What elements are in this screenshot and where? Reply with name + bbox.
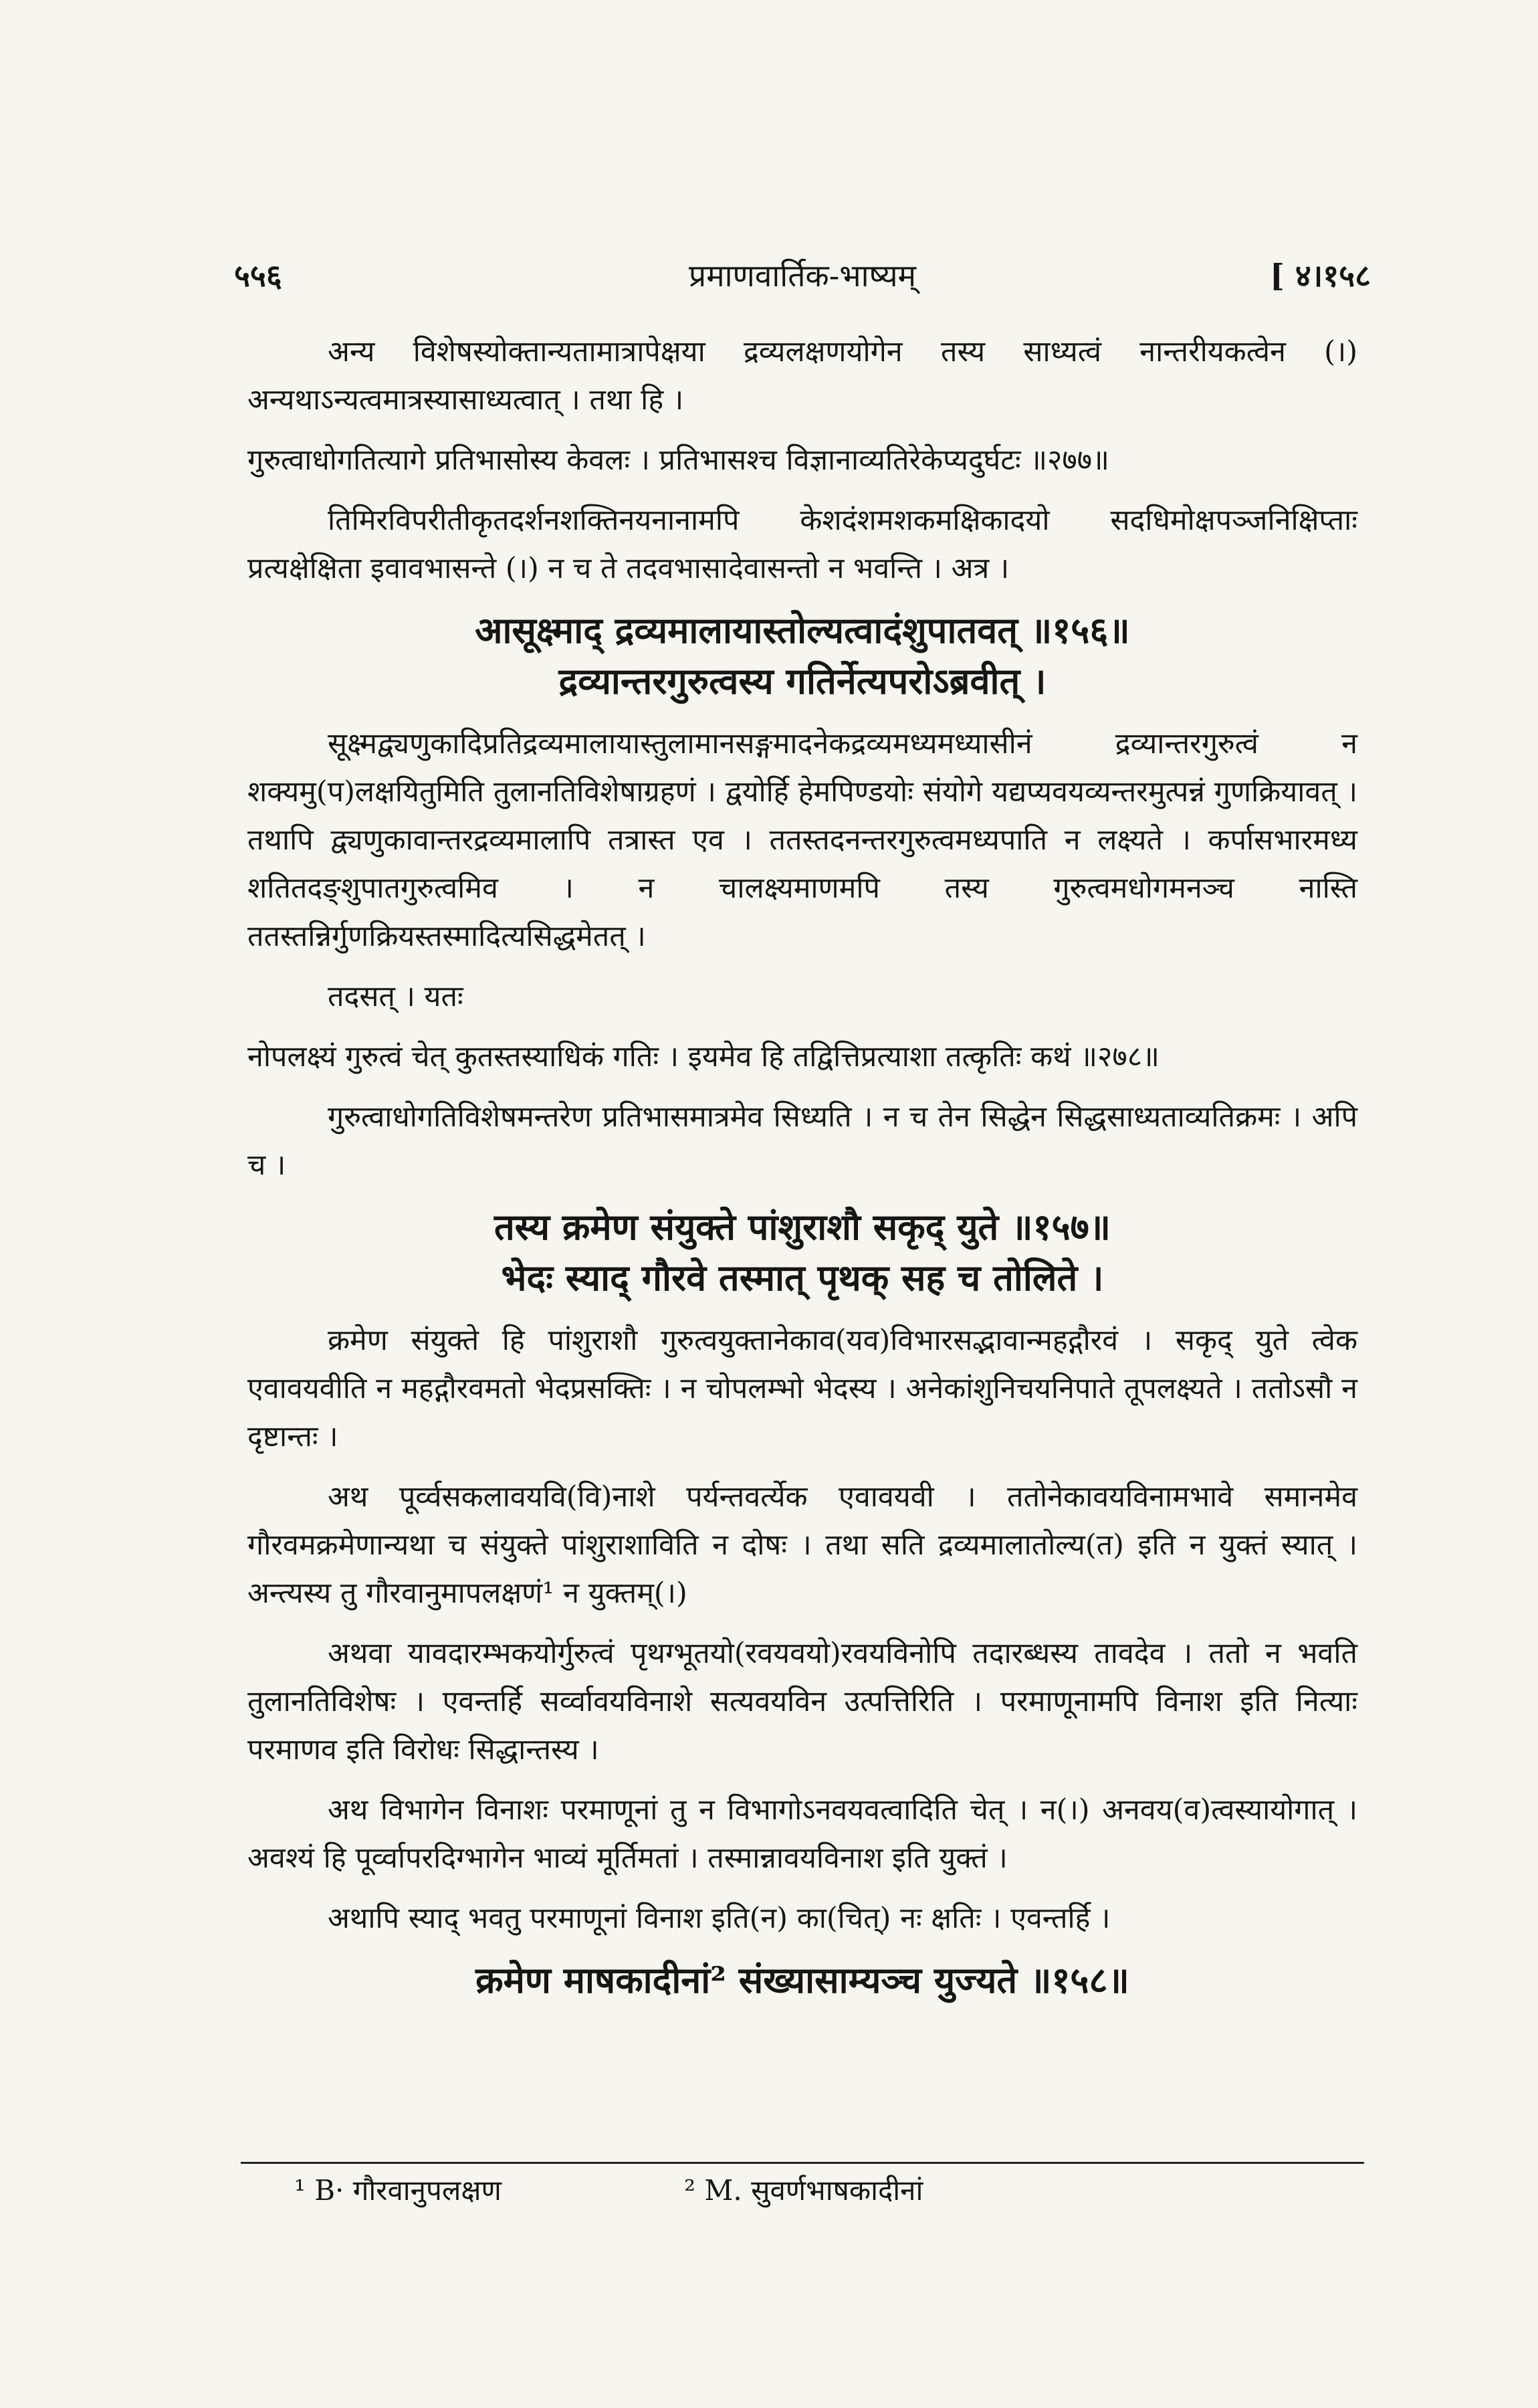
commentary-paragraph: अथापि स्याद् भवतु परमाणूनां विनाश इति(न) का(चित्) नः क्षतिः । एवन्तर्हि । xyxy=(328,1902,1111,1935)
commentary-paragraph: क्रमेण संयुक्ते हि पांशुराशौ गुरुत्वयुक्तानेकाव(यव)विभारसद्भावान्महद्गौरवं । सकृद् युते त्वेक एवावयवीति न महद्गौरवमतो भेदप्रसक्तिः । न चोपलम्भो भेदस्य । अनेकांशुनिचयनिपाते तूपलक्ष्यते । ततोऽसौ न दृष्टान्तः । xyxy=(247,1324,1357,1453)
page-header xyxy=(234,254,1371,301)
karika-157 xyxy=(247,1201,1357,1303)
commentary-paragraph: अथ विभागेन विनाशः परमाणूनां तु न विभागोऽनवयवत्वादिति चेत् । न(।) अनवय(व)त्वस्यायोगात् । अवश्यं हि पूर्व्वापरदिग्भागेन भाव्यं मूर्तिमतां । तस्मान्नावयविनाश इति युक्तं । xyxy=(247,1793,1357,1875)
commentary-paragraph: अथवा यावदारम्भकयोर्गुरुत्वं पृथग्भूतयो(रवयवयो)रवयविनोपि तदारब्धस्य तावदेव । ततो न भवति तुलानतिविशेषः । एवन्तर्हि सर्व्वावयविनाशे सत्यवयविन उत्पत्तिरिति । परमाणूनामपि विनाश इति नित्याः परमाणव इति विरोधः सिद्धान्तस्य । xyxy=(247,1637,1357,1767)
verse-278: नोपलक्ष्यं गुरुत्वं चेत् कुतस्तस्याधिकं गतिः । इयमेव हि तद्वित्तिप्रत्याशा तत्कृतिः कथं ॥२७८॥ xyxy=(247,1040,1160,1074)
karika-line: द्रव्यान्तरगुरुत्वस्य गतिर्नेत्यपरोऽब्रवीत् । xyxy=(558,660,1047,702)
footnotes xyxy=(294,2171,1337,2209)
karika-158 xyxy=(247,1954,1357,2005)
section-reference: [ ४।१५८ xyxy=(1270,258,1371,294)
commentary-paragraph: अन्य विशेषस्योक्तान्यतामात्रापेक्षया द्रव्यलक्षणयोगेन तस्य साध्यत्वं नान्तरीयकत्वेन (।) अन्यथाऽन्यत्वमात्रस्यासाध्यत्वात् । तथा हि । xyxy=(247,335,1357,417)
footnote-divider xyxy=(241,2162,1364,2164)
main-text xyxy=(247,328,1357,2019)
footnote-2: ² M. सुवर्णभाषकादीनां xyxy=(684,2174,923,2207)
karika-line: क्रमेण माषकादीनां² संख्यासाम्यञ्च युज्यते ॥१५८॥ xyxy=(475,1959,1129,2001)
page-number: ५५६ xyxy=(234,258,282,294)
commentary-paragraph: गुरुत्वाधोगतिविशेषमन्तरेण प्रतिभासमात्रमेव सिध्यति । न च तेन सिद्धेन सिद्धसाध्यताव्यतिक्रमः । अपि च । xyxy=(247,1100,1357,1182)
commentary-paragraph: तदसत् । यतः xyxy=(328,980,463,1013)
running-title: प्रमाणवार्तिक-भाष्यम् xyxy=(688,258,917,294)
karika-line: आसूक्ष्माद् द्रव्यमालायास्तोल्यत्वादंशुपातवत् ॥१५६॥ xyxy=(475,609,1130,651)
karika-line: तस्य क्रमेण संयुक्ते पांशुराशौ सकृद् युते ॥१५७॥ xyxy=(493,1205,1111,1248)
commentary-paragraph: अथ पूर्व्वसकलावयवि(वि)नाशे पर्यन्तवर्त्येक एवावयवी । ततोनेकावयविनामभावे समानमेव गौरवमक्रमेणान्यथा च संयुक्ते पांशुराशाविति न दोषः । तथा सति द्रव्यमालातोल्य(त) इति न युक्तं स्यात् । अन्त्यस्य तु गौरवानुमापलक्षणं¹ न युक्तम्(।) xyxy=(247,1480,1357,1610)
karika-156 xyxy=(247,605,1357,706)
commentary-paragraph: तिमिरविपरीतीकृतदर्शनशक्तिनयनानामपि केशदंशमशकमक्षिकादयो सदधिमोक्षपञ्जनिक्षिप्ताः प्रत्यक्षेक्षिता इवावभासन्ते (।) न च ते तदवभासादेवासन्तो न भवन्ति । अत्र । xyxy=(247,504,1357,585)
footnote-1: ¹ B· गौरवानुपलक्षण xyxy=(294,2174,502,2207)
karika-line: भेदः स्याद् गौरवे तस्मात् पृथक् सह च तोलिते । xyxy=(501,1256,1104,1299)
commentary-paragraph: सूक्ष्मद्व्यणुकादिप्रतिद्रव्यमालायास्तुलामानसङ्गमादनेकद्रव्यमध्यमध्यासीनं द्रव्यान्तरगुरुत्वं न शक्यमु(प)लक्षयितुमिति तुलानतिविशेषाग्रहणं । द्वयोर्हि हेमपिण्डयोः संयोगे यद्यप्यवयव्यन्तरमुत्पन्नं गुणक्रियावत् । तथापि द्व्यणुकावान्तरद्रव्यमालापि तत्रास्त एव । ततस्तदनन्तरगुरुत्वमध्यपाति न लक्ष्यते । कर्पासभारमध्य शतितदङ्शुपातगुरुत्वमिव । न चालक्ष्यमाणमपि तस्य गुरुत्वमधोगमनञ्च नास्ति ततस्तन्निर्गुणक्रियस्तस्मादित्यसिद्धमेतत् । xyxy=(247,727,1357,953)
verse-277: गुरुत्वाधोगतित्यागे प्रतिभासोस्य केवलः । प्रतिभासश्च विज्ञानाव्यतिरेकेप्यदुर्घटः ॥२७७॥ xyxy=(247,443,1109,477)
